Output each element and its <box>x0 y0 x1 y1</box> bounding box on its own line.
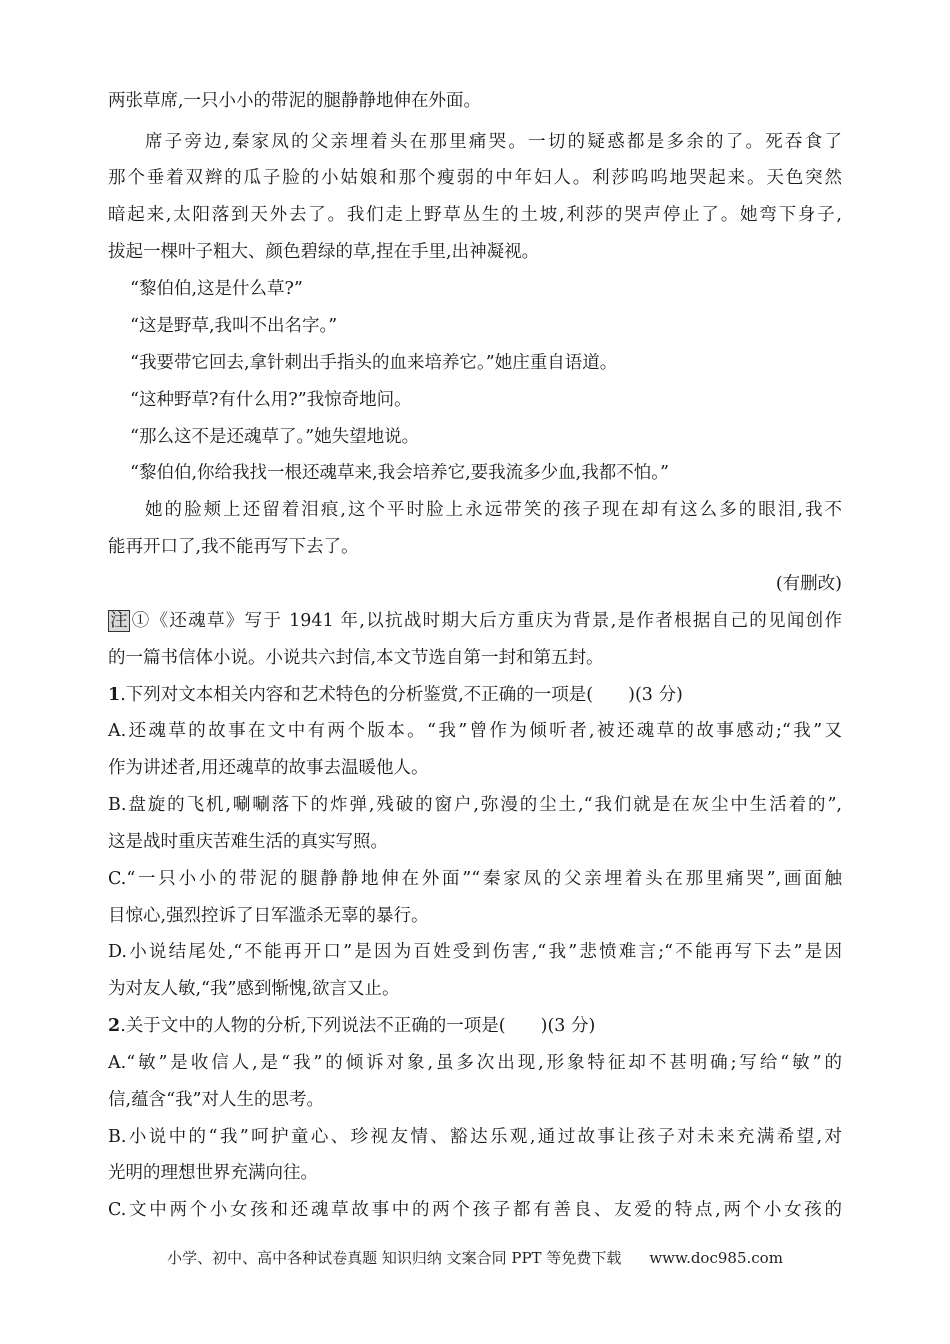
dialogue-line: “这是野草,我叫不出名字。” <box>130 316 338 336</box>
paragraph-line: 两张草席,一只小小的带泥的腿静静地伸在外面。 <box>108 91 482 111</box>
option-a-line: 作为讲述者,用还魂草的故事去温暖他人。 <box>108 758 429 778</box>
dialogue-line: “黎伯伯,你给我找一根还魂草来,我会培养它,要我流多少血,我都不怕。” <box>130 463 669 483</box>
option-a-line: A.“敏”是收信人,是“我”的倾诉对象,虽多次出现,形象特征却不甚明确;写给“敏”的 <box>108 1053 842 1073</box>
note-text: ①《还魂草》写于 1941 年,以抗战时期大后方重庆为背景,是作者根据自己的见闻创作 <box>130 611 842 631</box>
option-c-line: 目惊心,强烈控诉了日军滥杀无辜的暴行。 <box>108 906 429 926</box>
footer-link[interactable]: www.doc985.com <box>649 1249 783 1267</box>
question-text: .关于文中的人物的分析,下列说法不正确的一项是( )(3 分) <box>120 1016 596 1036</box>
option-b-line: 这是战时重庆苦难生活的真实写照。 <box>108 832 388 852</box>
option-c-line: C.“一只小小的带泥的腿静静地伸在外面”“秦家凤的父亲埋着头在那里痛哭”,画面触 <box>108 869 842 889</box>
note-label: 注 <box>110 611 128 631</box>
question-number: 2 <box>108 1016 121 1036</box>
paragraph-line: 她的脸颊上还留着泪痕,这个平时脸上永远带笑的孩子现在却有这么多的眼泪,我不 <box>145 500 842 520</box>
paragraph-line: 那个垂着双辫的瓜子脸的小姑娘和那个瘦弱的中年妇人。利莎呜呜地哭起来。天色突然 <box>108 168 842 188</box>
note-line: 的一篇书信体小说。小说共六封信,本文节选自第一封和第五封。 <box>108 648 604 668</box>
dialogue-line: “这种野草?有什么用?”我惊奇地问。 <box>130 390 412 410</box>
option-d-line: 为对友人敏,“我”感到惭愧,欲言又止。 <box>108 979 400 999</box>
option-a-line: 信,蕴含“我”对人生的思考。 <box>108 1090 324 1110</box>
option-b-line: B.盘旋的飞机,唰唰落下的炸弹,残破的窗户,弥漫的尘土,“我们就是在灰尘中生活着的”, <box>108 795 842 815</box>
option-a-line: A.还魂草的故事在文中有两个版本。“我”曾作为倾听者,被还魂草的故事感动;“我”又 <box>108 721 842 741</box>
dialogue-line: “黎伯伯,这是什么草?” <box>130 279 303 299</box>
paragraph-line: 暗起来,太阳落到天外去了。我们走上野草丛生的土坡,利莎的哭声停止了。她弯下身子, <box>108 205 842 225</box>
dialogue-line: “我要带它回去,拿针刺出手指头的血来培养它。”她庄重自语道。 <box>130 353 618 373</box>
paragraph-line: 能再开口了,我不能再写下去了。 <box>108 537 359 557</box>
source-note: (有删改) <box>775 574 842 594</box>
question-number: 1 <box>108 685 121 705</box>
paragraph-line: 席子旁边,秦家凤的父亲埋着头在那里痛哭。一切的疑惑都是多余的了。死吞食了 <box>145 132 842 152</box>
paragraph-line: 拔起一棵叶子粗大、颜色碧绿的草,捏在手里,出神凝视。 <box>108 242 540 262</box>
footer-text: 小学、初中、高中各种试卷真题 知识归纳 文案合同 PPT 等免费下载 <box>167 1249 622 1267</box>
dialogue-line: “那么这不是还魂草了。”她失望地说。 <box>130 427 420 447</box>
option-d-line: D.小说结尾处,“不能再开口”是因为百姓受到伤害,“我”悲愤难言;“不能再写下去”是因 <box>108 942 842 962</box>
question-2-stem <box>108 1013 842 1039</box>
note-line <box>108 608 842 634</box>
option-b-line: B.小说中的“我”呵护童心、珍视友情、豁达乐观,通过故事让孩子对未来充满希望,对 <box>108 1127 842 1147</box>
option-b-line: 光明的理想世界充满向往。 <box>108 1163 318 1183</box>
option-c-line: C.文中两个小女孩和还魂草故事中的两个孩子都有善良、友爱的特点,两个小女孩的 <box>108 1200 842 1220</box>
question-text: .下列对文本相关内容和艺术特色的分析鉴赏,不正确的一项是( )(3 分) <box>120 685 683 705</box>
page-footer <box>0 1247 950 1269</box>
question-1-stem <box>108 682 842 708</box>
